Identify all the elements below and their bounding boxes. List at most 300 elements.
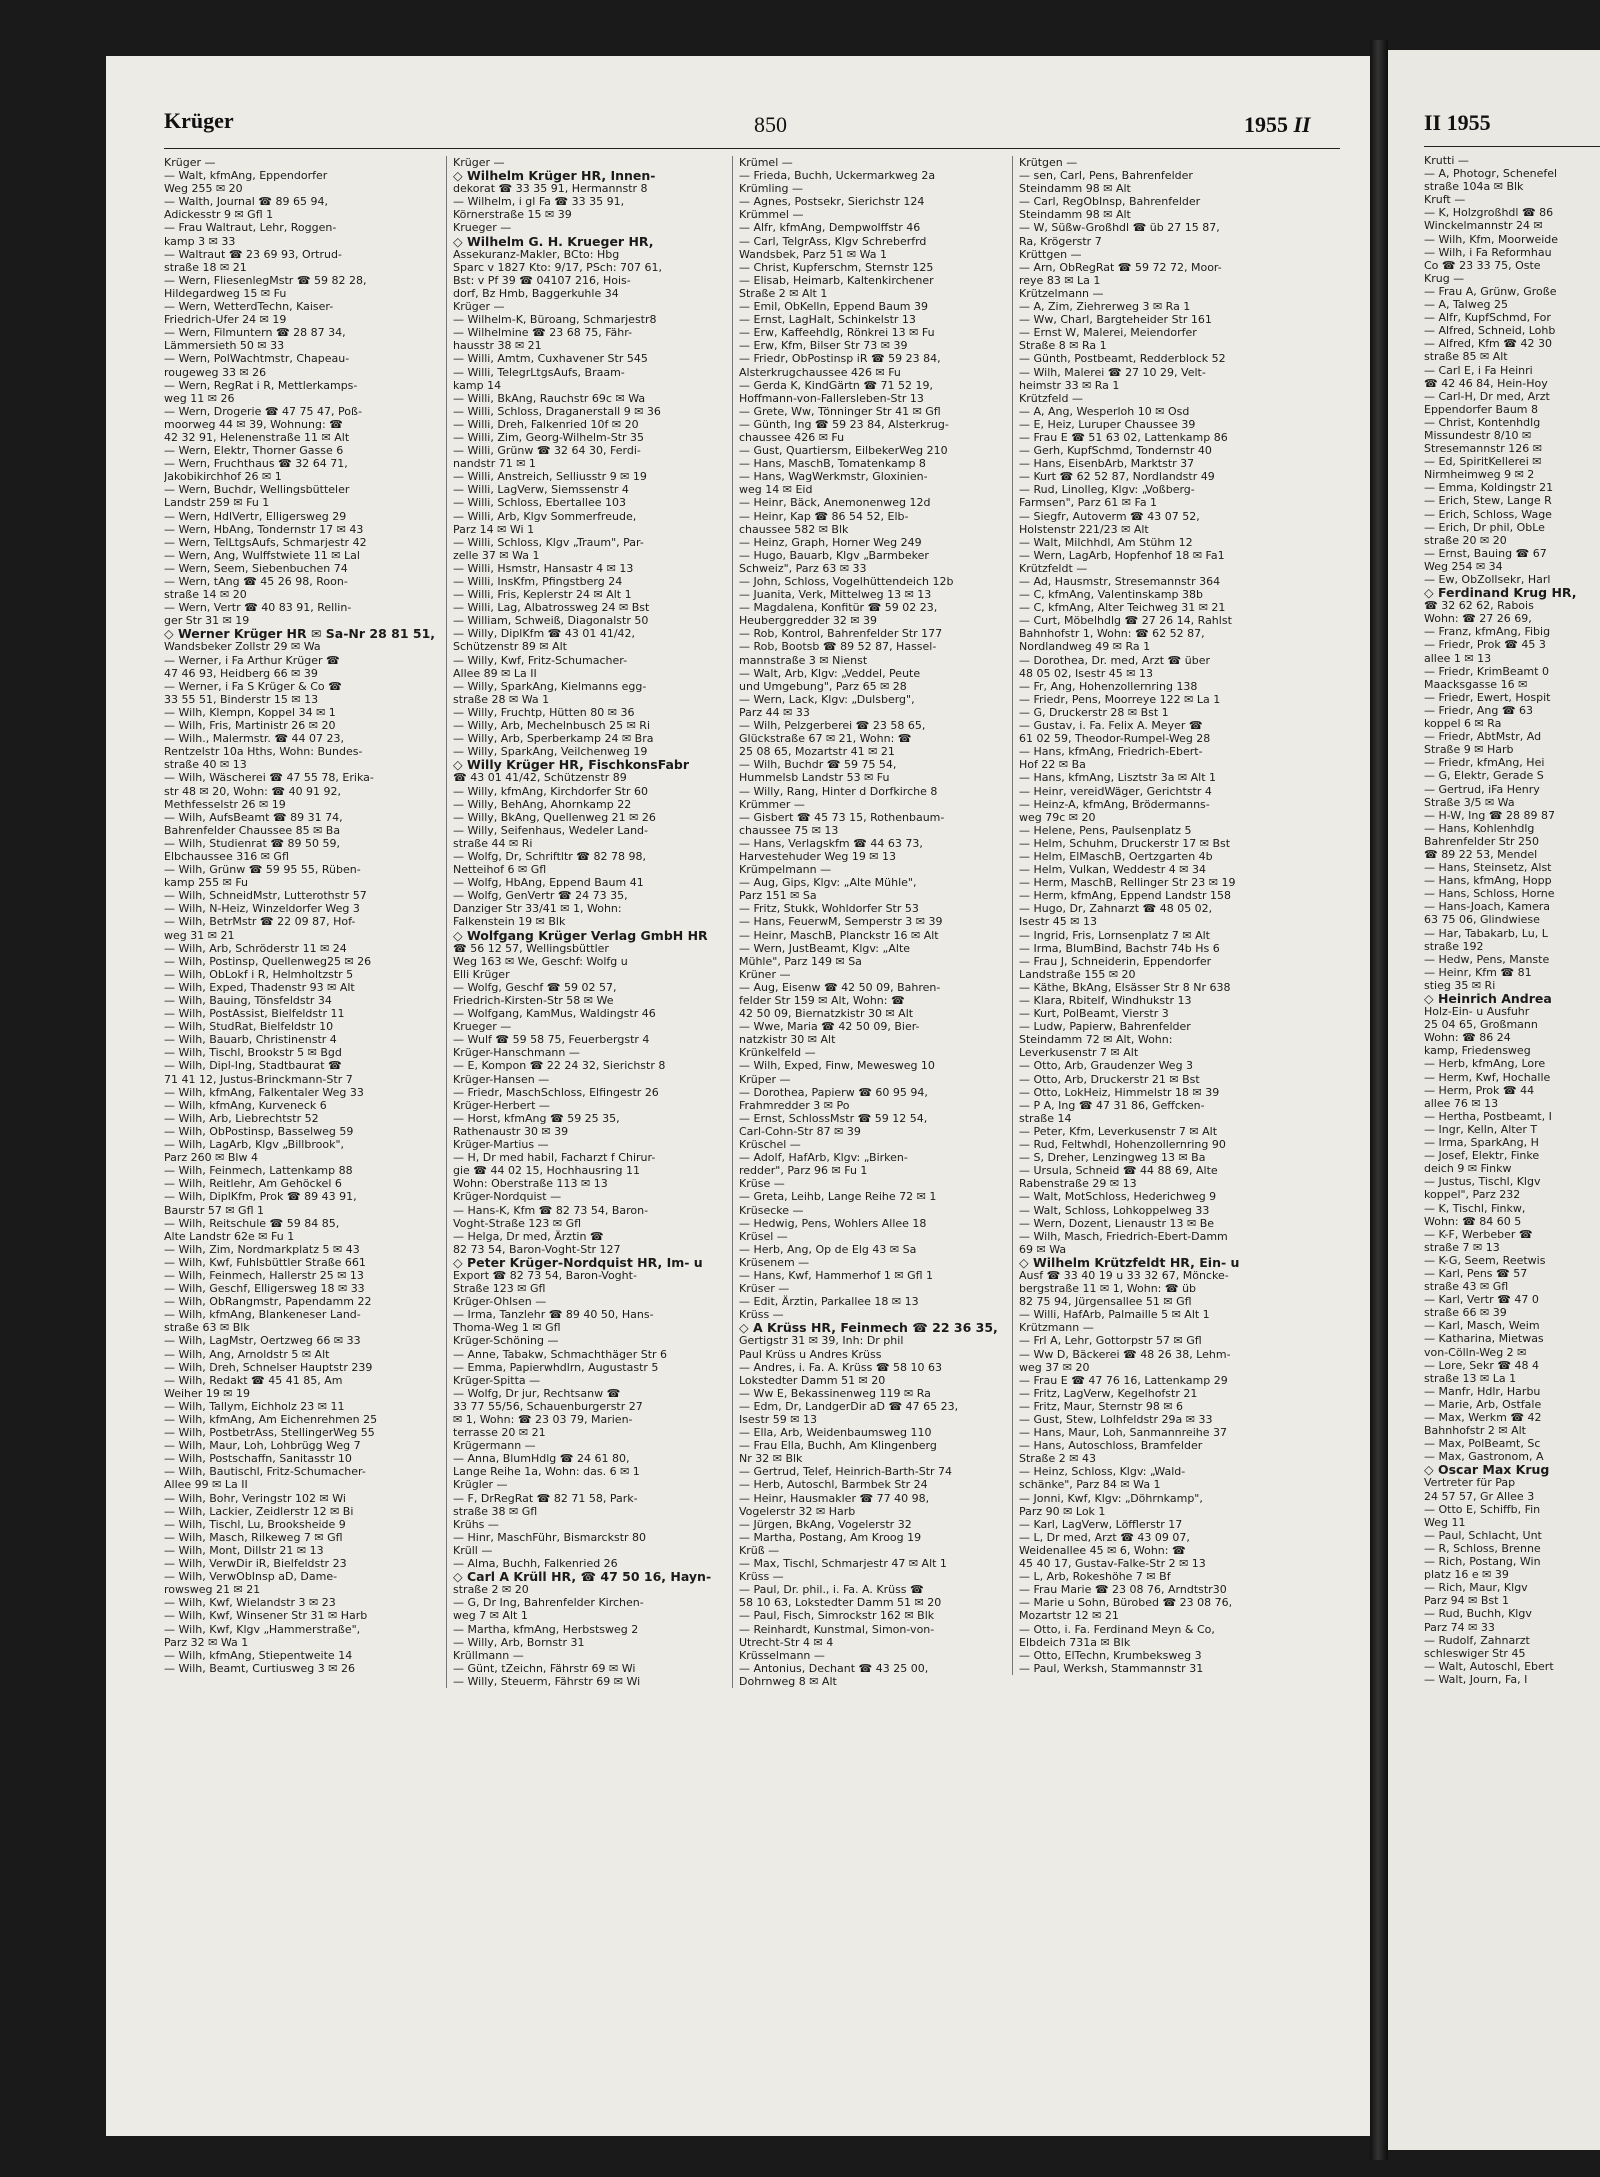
directory-entry-line: — Wilh, i Fa Reformhau [1424,245,1552,259]
directory-entry-line: und Umgebung", Parz 65 ✉ 28 [739,679,907,693]
directory-entry-line: — Willi, Fris, Keplerstr 24 ✉ Alt 1 [453,588,632,602]
directory-entry-line: — Gertrud, Telef, Heinrich-Barth-Str 74 [739,1465,953,1479]
directory-entry-line: Krüper — [739,1072,791,1086]
directory-entry-line: — Friedr, MaschSchloss, Elfingestr 26 [453,1085,659,1099]
directory-entry-line: Weg 255 ✉ 20 [164,182,243,196]
directory-entry-line: — Antonius, Dechant ☎ 43 25 00, [739,1661,929,1675]
directory-entry-line: — Karl, LagVerw, Löfflerstr 17 [1019,1517,1183,1531]
directory-entry-line: — Hans, Steinsetz, Alst [1424,861,1552,875]
directory-entry-line: — Herm, Prok ☎ 44 [1424,1083,1535,1097]
directory-entry-line: — Emil, ObKelln, Eppend Baum 39 [739,300,929,314]
directory-entry-line: ◇ Ferdinand Krug HR, [1424,585,1577,601]
directory-entry-line: — Wilh, Ang, Arnoldstr 5 ✉ Alt [164,1347,330,1361]
directory-entry-line: Baurstr 57 ✉ Gfl 1 [164,1203,264,1217]
directory-entry-line: — Wolfg, GenVertr ☎ 24 73 35, [453,889,628,903]
directory-entry-line: — Wilh, Exped, Thadenstr 93 ✉ Alt [164,980,355,994]
directory-entry-line: — Rud, Linolleg, Klgv: „Voßberg- [1019,483,1195,497]
directory-entry-line: Farmsen", Parz 61 ✉ Fa 1 [1019,496,1158,510]
directory-entry-line: — Willy, Fruchtp, Hütten 80 ✉ 36 [453,705,635,719]
directory-entry-line: — Wilh, Reitlehr, Am Gehöckel 6 [164,1177,342,1191]
directory-entry-line: — Hedwig, Pens, Wohlers Allee 18 [739,1216,927,1230]
directory-entry-line: Krügermann — [453,1439,536,1453]
directory-entry-line: Krümmel — [739,208,804,222]
directory-entry-line: — Wilh, Dreh, Schnelser Hauptstr 239 [164,1360,373,1374]
directory-entry-line: — Kurt ☎ 62 52 87, Nordlandstr 49 [1019,470,1215,484]
directory-entry-line: — Hans, FeuerwM, Semperstr 3 ✉ 39 [739,915,943,929]
directory-entry-line: Methfesselstr 26 ✉ 19 [164,797,286,811]
directory-entry-line: Kruft — [1424,193,1466,207]
directory-entry-line: weg 14 ✉ Eid [739,483,813,497]
directory-entry-line: — Willi, Schloss, Klgv „Traum", Par- [453,535,644,549]
directory-entry-line: — C, kfmAng, Alter Teichweg 31 ✉ 21 [1019,601,1226,615]
directory-entry-line: — Willy, Rang, Hinter d Dorfkirche 8 [739,784,938,798]
directory-entry-line: gie ☎ 44 02 15, Hochhausring 11 [453,1164,640,1178]
directory-entry-line: 24 57 57, Gr Allee 3 [1424,1489,1535,1503]
directory-entry-line: Krüsenem — [739,1255,810,1269]
directory-entry-line: — Friedr, Pens, Moorreye 122 ✉ La 1 [1019,692,1221,706]
directory-entry-line: — Rob, Kontrol, Bahrenfelder Str 177 [739,627,943,641]
directory-entry-line: Hildegardweg 15 ✉ Fu [164,286,287,300]
directory-entry-line: Landstr 259 ✉ Fu 1 [164,496,270,510]
directory-entry-line: — Wilhelm-K, Büroang, Schmarjestr8 [453,313,657,327]
directory-entry-line: ◇ Wilhelm G. H. Krueger HR, [453,233,654,249]
directory-entry-line: Landstraße 155 ✉ 20 [1019,967,1136,981]
directory-entry-line: Krüger — [453,300,505,314]
directory-entry-line: — Willy, Arb, Sperberkamp 24 ✉ Bra [453,732,654,746]
directory-entry-line: weg 7 ✉ Alt 1 [453,1609,528,1623]
directory-entry-line: — Frieda, Buchh, Uckermarkweg 2a [739,169,936,183]
directory-entry-line: 48 05 02, Isestr 45 ✉ 13 [1019,666,1153,680]
directory-entry-line: — Wilh, Arb, Schröderstr 11 ✉ 24 [164,941,347,955]
directory-entry-line: Parz 14 ✉ Wi 1 [453,522,535,536]
directory-entry-line: dekorat ☎ 33 35 91, Hermannstr 8 [453,182,648,196]
directory-entry-line: — Heinz, Schloss, Klgv: „Wald- [1019,1465,1186,1479]
directory-entry-line: — Frau E ☎ 51 63 02, Lattenkamp 86 [1019,430,1228,444]
directory-entry-line: Krümling — [739,182,803,196]
directory-entry-line: — Max, Tischl, Schmarjestr 47 ✉ Alt 1 [739,1557,947,1571]
directory-entry-line: straße 66 ✉ 39 [1424,1306,1507,1320]
directory-entry-line: Bahrenfelder Chaussee 85 ✉ Ba [164,823,341,837]
directory-entry-line: — Aug, Eisenw ☎ 42 50 09, Bahren- [739,980,941,994]
directory-entry-line: — Irma, Tanzlehr ☎ 89 40 50, Hans- [453,1308,654,1322]
directory-entry-line: Krützelmann — [1019,286,1104,300]
directory-entry-line: straße 18 ✉ 21 [164,260,247,274]
directory-entry-line: — Wilh, Grünw ☎ 59 95 55, Rüben- [164,863,361,877]
directory-entry-line: — Willi, Dreh, Falkenried 10f ✉ 20 [453,417,639,431]
book-gutter [1370,40,1388,2160]
directory-entry-line: — Wern, RegRat i R, Mettlerkamps- [164,378,358,392]
directory-entry-line: — Friedr, KrimBeamt 0 [1424,664,1549,678]
directory-entry-line: — Wilh., Malermstr. ☎ 44 07 23, [164,732,345,746]
directory-entry-line: — Wilh, Bautischl, Fritz-Schumacher- [164,1465,366,1479]
directory-entry-line: Glückstraße 67 ✉ 21, Wohn: ☎ [739,732,912,746]
directory-entry-line: Krüsel — [739,1229,788,1243]
header-name: Krüger [164,108,234,133]
directory-entry-line: — K-F, Werbeber ☎ [1424,1227,1533,1241]
directory-entry-line: — Wilh, kfmAng, Stiepentweite 14 [164,1648,353,1662]
directory-entry-line: — Walt, kfmAng, Eppendorfer [164,169,328,183]
directory-entry-line: — Irma, SparkAng, H [1424,1136,1539,1150]
directory-entry-line: — Erich, Schloss, Wage [1424,507,1552,521]
directory-entry-line: — Rob, Bootsb ☎ 89 52 87, Hassel- [739,640,937,654]
directory-entry-line: 61 02 59, Theodor-Rumpel-Weg 28 [1019,732,1211,746]
directory-entry-line: Körnerstraße 15 ✉ 39 [453,208,572,222]
directory-entry-line: — Wolfg, Geschf ☎ 59 02 57, [453,980,617,994]
directory-entry-line: — Frau Marie ☎ 23 08 76, Arndtstr30 [1019,1583,1227,1597]
directory-entry-line: Steindamm 98 ✉ Alt [1019,208,1131,222]
directory-entry-line: straße 43 ✉ Gfl [1424,1280,1509,1294]
directory-entry-line: Allee 99 ✉ La II [164,1478,248,1492]
directory-entry-line: Parz 151 ✉ Sa [739,889,817,903]
directory-entry-line: ☎ 89 22 53, Mendel [1424,847,1538,861]
directory-entry-line: Maacksgasse 16 ✉ [1424,677,1528,691]
directory-entry-line: chaussee 75 ✉ 13 [739,823,839,837]
directory-entry-line: Stresemannstr 126 ✉ [1424,442,1543,456]
directory-entry-line: — Paul, Schlacht, Unt [1424,1528,1542,1542]
directory-entry-line: — S, Dreher, Lenzingweg 13 ✉ Ba [1019,1151,1206,1165]
directory-entry-line: Krutti — [1424,154,1469,167]
directory-entry-line: — Martha, kfmAng, Herbstsweg 2 [453,1622,639,1636]
directory-entry-line: — Wern, PolWachtmstr, Chapeau- [164,352,350,366]
directory-entry-line: — Willy, DiplKfm ☎ 43 01 41/42, [453,627,636,641]
directory-entry-line: bergstraße 11 ✉ 1, Wohn: ☎ üb [1019,1282,1197,1296]
directory-entry-line: — Willi, InsKfm, Pfingstberg 24 [453,575,623,588]
directory-entry-line: Carl-Cohn-Str 87 ✉ 39 [739,1124,861,1138]
directory-entry-line: Sparc v 1827 Kto: 9/17, PSch: 707 61, [453,260,663,274]
directory-entry-line: — Edm, Dr, LandgerDir aD ☎ 47 65 23, [739,1399,959,1413]
directory-entry-line: straße 104a ✉ Blk [1424,180,1524,194]
directory-entry-line: Straße 9 ✉ Harb [1424,743,1514,757]
column-5 [1424,154,1600,1686]
directory-entry-line: — Wilh, Masch, Rilkeweg 7 ✉ Gfl [164,1530,343,1544]
directory-entry-line: — A, Photogr, Schenefel [1424,167,1558,181]
directory-entry-line: allee 1 ✉ 13 [1424,651,1492,665]
directory-entry-line: Elli Krüger [453,967,510,981]
directory-entry-line: dorf, Bz Hmb, Baggerkuhle 34 [453,286,619,300]
directory-entry-line: ◇ Oscar Max Krug [1424,1462,1550,1478]
directory-entry-line: — Hans, EisenbArb, Marktstr 37 [1019,457,1195,471]
directory-entry-line: — Har, Tabakarb, Lu, L [1424,926,1548,940]
directory-entry-line: — Wilh, Studienrat ☎ 89 50 59, [164,836,341,850]
directory-entry-line: — Ella, Arb, Weidenbaumsweg 110 [739,1426,932,1440]
directory-entry-line: — Wilh, Pelzgerberei ☎ 23 58 65, [739,719,926,733]
directory-entry-line: Krüger-Ohlsen — [453,1295,547,1309]
directory-entry-line: — Wilh, Exped, Finw, Mewesweg 10 [739,1059,935,1073]
directory-entry-line: — Justus, Tischl, Klgv [1424,1175,1541,1189]
directory-entry-line: — Heinr, Kap ☎ 86 54 52, Elb- [739,509,909,523]
directory-entry-line: — Andres, i. Fa. A. Krüss ☎ 58 10 63 [739,1360,943,1374]
directory-entry-line: Krützfeld — [1019,391,1083,405]
directory-entry-line: Straße 2 ✉ 43 [1019,1452,1096,1466]
directory-entry-line: — Wilh, Tischl, Lu, Brooksheide 9 [164,1517,346,1531]
directory-entry-line: 42 32 91, Helenenstraße 11 ✉ Alt [164,430,350,444]
directory-entry-line: Krühs — [453,1517,499,1531]
directory-entry-line: Bst: v Pf 39 ☎ 04107 216, Hois- [453,273,631,287]
directory-entry-line: — Adolf, HafArb, Klgv: „Birken- [739,1151,908,1165]
directory-entry-line: — Wern, Lack, Klgv: „Dulsberg", [739,692,915,706]
directory-entry-line: Krüser — [739,1282,790,1296]
directory-entry-line: — Erich, Dr phil, ObLe [1424,520,1545,534]
directory-entry-line: — Hedw, Pens, Manste [1424,952,1550,966]
directory-entry-line: — Grete, Ww, Tönninger Str 41 ✉ Gfl [739,404,941,418]
directory-entry-line: Hummelsb Landstr 53 ✉ Fu [739,771,890,785]
directory-entry-line: — Heinz, Graph, Horner Weg 249 [739,535,922,549]
directory-entry-line: — Wilh, kfmAng, Kurveneck 6 [164,1098,327,1112]
directory-entry-line: Gertigstr 31 ✉ 39, Inh: Dr phil [739,1334,904,1348]
directory-entry-line: Vertreter für Pap [1424,1476,1516,1490]
directory-entry-line: — Christ, Kupferschm, Sternstr 125 [739,260,934,274]
directory-entry-line: stieg 35 ✉ Ri [1424,978,1496,992]
directory-entry-line: — Christ, Kontenhdlg [1424,415,1541,429]
directory-entry-line: — Greta, Leihb, Lange Reihe 72 ✉ 1 [739,1190,937,1204]
directory-entry-line: ◇ Wilhelm Krützfeldt HR, Ein- u [1019,1254,1240,1270]
directory-entry-line: — Günth, Postbeamt, Redderblock 52 [1019,352,1226,366]
directory-entry-line: — Jürgen, BkAng, Vogelerstr 32 [739,1517,912,1531]
directory-entry-line: — Fr, Ang, Hohenzollernring 138 [1019,679,1198,693]
directory-entry-line: 71 41 12, Justus-Brinckmann-Str 7 [164,1072,353,1086]
column-1 [164,156,442,1675]
directory-entry-line: — Wilh, Postschaffn, Sanitasstr 10 [164,1452,352,1466]
directory-entry-line: — Frau E ☎ 47 76 16, Lattenkamp 29 [1019,1373,1228,1387]
directory-entry-line: Nr 32 ✉ Blk [739,1452,803,1466]
directory-entry-line: — Wern, Seem, Siebenbuchen 74 [164,561,348,575]
directory-entry-line: — Hans-Joach, Kamera [1424,900,1551,914]
directory-entry-line: Krüger-Hanschmann — [453,1046,580,1060]
directory-entry-line: Krümpelmann — [739,863,832,877]
directory-entry-line: moorweg 44 ✉ 39, Wohnung: ☎ [164,417,343,431]
directory-entry-line: — Wern, Vertr ☎ 40 83 91, Rellin- [164,601,352,615]
right-page-header: II 1955 [1424,110,1491,135]
directory-entry-line: 82 73 54, Baron-Voght-Str 127 [453,1242,621,1256]
directory-entry-line: — Paul, Fisch, Simrockstr 162 ✉ Blk [739,1609,935,1623]
directory-entry-line: Krützfeldt — [1019,561,1088,575]
directory-entry-line: Parz 32 ✉ Wa 1 [164,1635,249,1649]
directory-entry-line: Krueger — [453,1020,512,1034]
directory-entry-line: — A, Zim, Ziehrerweg 3 ✉ Ra 1 [1019,300,1191,314]
directory-entry-line: — Wilh, BetrMstr ☎ 22 09 87, Hof- [164,915,356,929]
directory-entry-line: — Walt, Milchhdl, Am Stühm 12 [1019,535,1193,549]
directory-entry-line: — Willy, Arb, Bornstr 31 [453,1635,585,1649]
directory-entry-line: — Wilh, Kwf, Fuhlsbüttler Straße 661 [164,1255,366,1269]
directory-entry-line: — Wilh, Buchdr ☎ 59 75 54, [739,758,897,772]
directory-page-right [1388,50,1600,2150]
directory-entry-line: Danziger Str 33/41 ✉ 1, Wohn: [453,902,622,916]
directory-entry-line: Weiher 19 ✉ 19 [164,1386,251,1400]
directory-entry-line: — Emma, Papierwhdlrn, Augustastr 5 [453,1360,659,1374]
directory-entry-line: Parz 90 ✉ Lok 1 [1019,1504,1106,1518]
directory-entry-line: — K, Holzgroßhdl ☎ 86 [1424,206,1554,220]
directory-entry-line: — Herm, Kwf, Hochalle [1424,1070,1551,1084]
directory-entry-line: nandstr 71 ✉ 1 [453,457,536,471]
directory-entry-line: — Max, Werkm ☎ 42 [1424,1411,1542,1424]
directory-entry-line: — Edit, Ärztin, Parkallee 18 ✉ 13 [739,1295,919,1309]
directory-entry-line: — Emma, Koldingstr 21 [1424,481,1554,495]
directory-entry-line: — Erw, Kaffeehdlg, Rönkrei 13 ✉ Fu [739,326,935,340]
directory-entry-line: — Wilh, Maur, Loh, Lohbrügg Weg 7 [164,1439,361,1453]
directory-entry-line: Mühle", Parz 149 ✉ Sa [739,954,862,968]
directory-entry-line: Krützmann — [1019,1321,1094,1335]
directory-entry-line: straße 14 [1019,1111,1072,1125]
directory-entry-line: — Gisbert ☎ 45 73 15, Rothenbaum- [739,810,945,824]
directory-entry-line: — F, DrRegRat ☎ 82 71 58, Park- [453,1491,638,1505]
directory-entry-line: — Lore, Sekr ☎ 48 4 [1424,1358,1540,1372]
directory-entry-line: Straße 2 ✉ Alt 1 [739,286,828,300]
directory-entry-line: — Wilh, Kwf, Wielandstr 3 ✉ 23 [164,1596,336,1610]
directory-entry-line: ◇ Wilhelm Krüger HR, Innen- [453,168,656,184]
directory-entry-line: — Wolfg, Dr, Schriftltr ☎ 82 78 98, [453,849,646,863]
directory-entry-line: — Reinhardt, Kunstmal, Simon-von- [739,1622,935,1636]
directory-entry-line: Isestr 59 ✉ 13 [739,1413,818,1426]
directory-entry-line: — K, Tischl, Finkw, [1424,1201,1526,1215]
directory-entry-line: — Wern, tAng ☎ 45 26 98, Roon- [164,575,348,588]
directory-entry-line: — C, kfmAng, Valentinskamp 38b [1019,588,1203,602]
directory-entry-line: — Wilh, Mont, Dillstr 21 ✉ 13 [164,1543,324,1557]
directory-entry-line: ◇ A Krüss HR, Feinmech ☎ 22 36 35, [739,1320,998,1336]
directory-entry-line: Wohn: ☎ 27 26 69, [1424,612,1532,626]
directory-entry-line: — Willi, BkAng, Rauchstr 69c ✉ Wa [453,391,646,405]
directory-entry-line: Dohrnweg 8 ✉ Alt [739,1674,837,1688]
directory-entry-line: — Friedr, Prok ☎ 45 3 [1424,638,1546,652]
directory-entry-line: — Anna, BlumHdlg ☎ 24 61 80, [453,1452,630,1466]
directory-entry-line: — Wern, Dozent, Lienaustr 13 ✉ Be [1019,1216,1215,1230]
directory-entry-line: — G, Elektr, Gerade S [1424,769,1544,783]
directory-entry-line: — Martha, Postang, Am Kroog 19 [739,1530,922,1544]
directory-entry-line: — Wilh, PostAssist, Bielfeldstr 11 [164,1007,345,1021]
directory-entry-line: platz 16 e ✉ 39 [1424,1568,1509,1582]
directory-entry-line: — Waltraut ☎ 23 69 93, Ortrud- [164,247,342,261]
directory-entry-line: — Heinr, Bäck, Anemonenweg 12d [739,496,931,510]
directory-entry-line: — Alfred, Kfm ☎ 42 30 [1424,337,1552,351]
directory-entry-line: — Hans, Kwf, Hammerhof 1 ✉ Gfl 1 [739,1268,934,1282]
directory-entry-line: — Ww E, Bekassinenweg 119 ✉ Ra [739,1386,931,1400]
directory-entry-line: Steindamm 98 ✉ Alt [1019,182,1131,196]
directory-entry-line: — Gerh, KupfSchmd, Tondernstr 40 [1019,444,1212,458]
directory-entry-line: — Wolfg, Dr jur, Rechtsanw ☎ [453,1386,621,1400]
directory-entry-line: mannstraße 3 ✉ Nienst [739,653,868,667]
header-page-number: 850 [754,112,787,137]
directory-entry-line: — Gustav, i. Fa. Felix A. Meyer ☎ [1019,719,1203,733]
directory-entry-line: — Willi, Hsmstr, Hansastr 4 ✉ 13 [453,561,634,575]
directory-entry-line: Weg 254 ✉ 34 [1424,559,1503,573]
directory-entry-line: — Hans, kfmAng, Lisztstr 3a ✉ Alt 1 [1019,771,1217,785]
directory-entry-line: — Wilh, ObPostinsp, Basselweg 59 [164,1124,354,1138]
directory-entry-line: ☎ 56 12 57, Wellingsbüttler [453,941,609,955]
directory-entry-line: ◇ Heinrich Andrea [1424,991,1552,1006]
directory-entry-line: straße 13 ✉ La 1 [1424,1371,1517,1385]
directory-entry-line: Netteihof 6 ✉ Gfl [453,863,547,877]
directory-entry-line: Wohn: Oberstraße 113 ✉ 13 [453,1177,608,1191]
directory-entry-line: — Friedr, ObPostinsp iR ☎ 59 23 84, [739,352,941,366]
directory-entry-line: ◇ Wolfgang Krüger Verlag GmbH HR [453,927,708,943]
directory-entry-line: — Josef, Elektr, Finke [1424,1149,1540,1163]
directory-entry-line: Krüner — [739,967,791,981]
directory-entry-line: Hoffmann-von-Fallersleben-Str 13 [739,391,924,405]
directory-entry-line: — W, Süßw-Großhdl ☎ üb 27 15 87, [1019,221,1220,235]
directory-entry-line: hausstr 38 ✉ 21 [453,339,542,353]
directory-entry-line: — Willy, SparkAng, Veilchenweg 19 [453,745,648,759]
directory-entry-line: Krüttgen — [1019,247,1082,261]
directory-entry-line: — Wilh, Feinmech, Hallerstr 25 ✉ 13 [164,1268,364,1282]
directory-entry-line: 45 40 17, Gustav-Falke-Str 2 ✉ 13 [1019,1557,1206,1571]
directory-entry-line: — Wern, HdlVertr, Elligersweg 29 [164,509,347,523]
directory-entry-line: Steindamm 72 ✉ Alt, Wohn: [1019,1033,1173,1047]
directory-entry-line: — Wilh, ObLokf i R, Helmholtzstr 5 [164,967,354,981]
directory-entry-line: — Ingr, Kelln, Alter T [1424,1122,1538,1136]
directory-entry-line: — Willi, Amtm, Cuxhavener Str 545 [453,352,648,366]
directory-entry-line: — Wilh, kfmAng, Am Eichenrehmen 25 [164,1413,378,1426]
directory-entry-line: — Wilh, Wäscherei ☎ 47 55 78, Erika- [164,771,374,785]
directory-entry-line: — Paul, Dr. phil., i. Fa. A. Krüss ☎ [739,1583,924,1597]
directory-entry-line: — Frl A, Lehr, Gottorpstr 57 ✉ Gfl [1019,1334,1202,1348]
directory-entry-line: — Wilh, Kwf, Klgv „Hammerstraße", [164,1622,361,1636]
directory-entry-line: — Wilh, DiplKfm, Prok ☎ 89 43 91, [164,1190,357,1204]
directory-entry-line: — Wern, Ang, Wulffstwiete 11 ✉ Lal [164,548,360,562]
directory-entry-line: — Erich, Stew, Lange R [1424,494,1552,508]
directory-entry-line: — Wilh, Dipl-Ing, Stadtbaurat ☎ [164,1059,342,1073]
directory-entry-line: — Käthe, BkAng, Elsässer Str 8 Nr 638 [1019,980,1231,994]
directory-entry-line: — Helene, Pens, Paulsenplatz 5 [1019,823,1192,837]
directory-entry-line: Falkenstein 19 ✉ Blk [453,915,566,929]
directory-entry-line: — Herb, Ang, Op de Elg 43 ✉ Sa [739,1242,917,1256]
directory-entry-line: Elbchaussee 316 ✉ Gfl [164,849,289,863]
directory-entry-line: — Hugo, Dr, Zahnarzt ☎ 48 05 02, [1019,902,1213,916]
directory-entry-line: — Carl E, i Fa Heinri [1424,363,1533,377]
directory-entry-line: — Max, Gastronom, A [1424,1450,1544,1464]
directory-entry-line: Allee 89 ✉ La II [453,666,537,680]
directory-entry-line: straße 2 ✉ 20 [453,1583,529,1597]
directory-entry-line: 63 75 06, Glindwiese [1424,913,1540,927]
directory-entry-line: — Wilh, Bauarb, Christinenstr 4 [164,1033,337,1047]
directory-entry-line: Krüse — [739,1177,785,1191]
directory-entry-line: — Ernst, SchlossMstr ☎ 59 12 54, [739,1111,928,1125]
directory-entry-line: — Willy, BkAng, Quellenweg 21 ✉ 26 [453,810,656,824]
directory-entry-line: — Willi, Schloss, Ebertallee 103 [453,496,627,510]
directory-entry-line: Krümmer — [739,797,805,811]
directory-entry-line: straße 85 ✉ Alt [1424,350,1508,364]
directory-entry-line: straße 192 [1424,939,1484,953]
directory-entry-line: weg 37 ✉ 20 [1019,1360,1090,1374]
directory-entry-line: — Ernst, LagHalt, Schinkelstr 13 [739,313,916,327]
directory-entry-line: — Heinr, Hausmakler ☎ 77 40 98, [739,1491,930,1505]
directory-entry-line: — Wilh, N-Heiz, Winzeldorfer Weg 3 [164,902,360,916]
directory-entry-line: Parz 94 ✉ Bst 1 [1424,1594,1509,1608]
directory-entry-line: — K-G, Seem, Reetwis [1424,1253,1546,1267]
directory-entry-line: Alsterkrugchaussee 426 ✉ Fu [739,365,901,379]
directory-entry-line: Krüsecke — [739,1203,804,1217]
directory-entry-line: Weg 163 ✉ We, Geschf: Wolfg u [453,954,628,968]
directory-entry-line: schänke", Parz 84 ✉ Wa 1 [1019,1478,1161,1492]
directory-entry-line: — Juanita, Verk, Mittelweg 13 ✉ 13 [739,588,932,602]
directory-entry-line: — Alfr, kfmAng, Dempwolffstr 46 [739,221,921,235]
directory-entry-line: — Heinr, vereidWäger, Gerichtstr 4 [1019,784,1212,798]
directory-entry-line: — Wilh, Postinsp, Quellenweg25 ✉ 26 [164,954,372,968]
directory-entry-line: Ausf ☎ 33 40 19 u 33 32 67, Möncke- [1019,1268,1229,1282]
directory-entry-line: koppel", Parz 232 [1424,1188,1521,1202]
directory-entry-line: — Wilh, Lackier, Zeidlerstr 12 ✉ Bi [164,1504,354,1518]
directory-entry-line: chaussee 582 ✉ Blk [739,522,849,536]
directory-entry-line: Friedrich-Ufer 24 ✉ 19 [164,313,287,327]
directory-entry-line: ✉ 1, Wohn: ☎ 23 03 79, Marien- [453,1413,633,1426]
directory-entry-line: — Max, PolBeamt, Sc [1424,1437,1541,1451]
directory-entry-line: Nirmheimweg 9 ✉ 2 [1424,468,1535,482]
directory-entry-line: Krüss — [739,1570,784,1584]
directory-entry-line: — Wilh, LagMstr, Oertzweg 66 ✉ 33 [164,1334,361,1348]
directory-entry-line: weg 79c ✉ 20 [1019,810,1096,824]
directory-entry-line: Wohn: ☎ 84 60 5 [1424,1214,1522,1228]
directory-entry-line: koppel 6 ✉ Ra [1424,717,1502,731]
directory-entry-line: — Heinz-A, kfmAng, Brödermanns- [1019,797,1210,811]
directory-entry-line: deich 9 ✉ Finkw [1424,1162,1512,1176]
